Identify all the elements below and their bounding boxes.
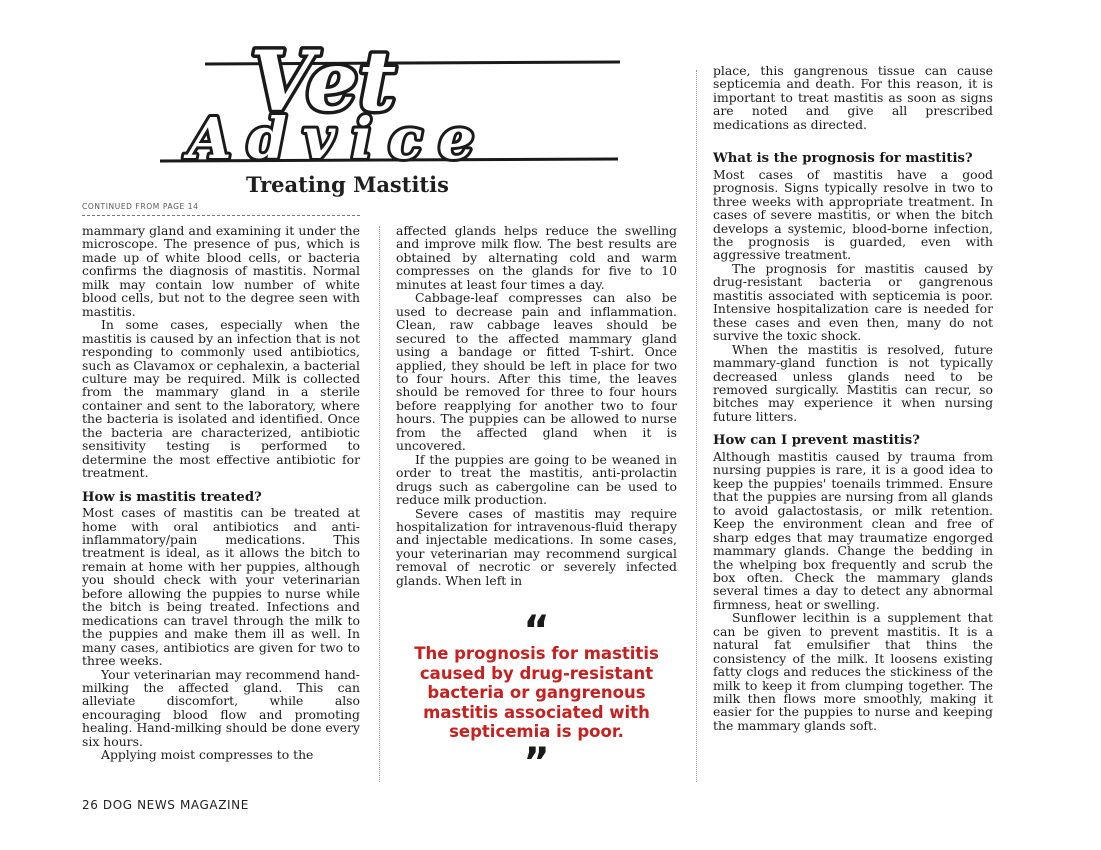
logo-word-vet: Vet	[250, 34, 397, 130]
section-heading-prevention: How can I prevent mastitis?	[713, 433, 920, 449]
paragraph: In some cases, especially when the mastitis is caused by an infection that is not responding to commonly used antibiotics, such as Clavamox or cephalexin, a bacterial culture may be required. Milk is collected from the mammary gland in a sterile container and sent to the laboratory, where the bacteria is isolated and identified. Once the bacteria are characterized, antibiotic sensitivity testing is performed to determine the most effective antibiotic for treatment.	[82, 317, 360, 481]
close-quote-icon: ”	[523, 739, 550, 786]
paragraph: The prognosis for mastitis caused by drug-resistant bacteria or gangrenous mastitis associated with septicemia is poor. Intensive hospitalization care is needed for these cases and even then, many do not survive the toxic shock.	[713, 260, 993, 344]
section-heading-prognosis: What is the prognosis for mastitis?	[713, 151, 973, 167]
paragraph: When the mastitis is resolved, future mammary-gland function is not typically decreased unless glands need to be removed surgically. Mastitis can recur, so bitches may experience it when nursing future litters.	[713, 341, 993, 424]
vet-advice-logo	[150, 28, 630, 178]
paragraph: Severe cases of mastitis may require hospitalization for intravenous-fluid therapy and injectable medications. In some cases, your veterinarian may recommend surgical removal of necrotic or severely infected glands. When left in	[396, 505, 677, 588]
page-folio: 26 DOG NEWS MAGAZINE	[82, 798, 249, 812]
paragraph: If the puppies are going to be weaned in order to treat the mastitis, anti-prolactin drugs such as cabergoline can be used to reduce milk production.	[396, 451, 677, 508]
column-1	[82, 224, 360, 762]
open-quote-icon: “	[523, 608, 550, 654]
section-heading-treatment: How is mastitis treated?	[82, 489, 262, 505]
column-divider	[379, 226, 380, 782]
paragraph: Most cases of mastitis can be treated at home with oral antibiotics and anti-inflammatory/pain medications. This treatment is ideal, as it allows the bitch to remain at home with her puppies, although you should check with your veterinarian before allowing the puppies to nurse while the bitch is being treated. Infections and medications can travel through the milk to the puppies and make them ill as well. In many cases, antibiotics are given for two to three weeks.	[82, 505, 360, 669]
paragraph: Most cases of mastitis have a good prognosis. Signs typically resolve in two to three weeks with appropriate treatment. In cases of severe mastitis, or when the bitch develops a systemic, blood-borne infection, the prognosis is guarded, even with aggressive treatment.	[713, 166, 993, 263]
paragraph: Sunflower lecithin is a supplement that can be given to prevent mastitis. It is a natural fat emulsifier that thins the consistency of the milk. It loosens existing fatty clogs and reduces the stickiness of the milk to keep it from clumping together. The milk then flows more smoothly, making it easier for the puppies to nurse and keeping the mammary glands soft.	[713, 610, 993, 733]
column-2	[396, 224, 677, 587]
vet-advice-logo-art	[150, 28, 630, 178]
paragraph: place, this gangrenous tissue can cause septicemia and death. For this reason, it is important to treat mastitis as soon as signs are noted and give all prescribed medications as directed.	[713, 63, 993, 132]
paragraph: Cabbage-leaf compresses can also be used to decrease pain and inflammation. Clean, raw cabbage leaves should be secured to the affected mammary gland using a bandage or fitted T-shirt. Once applied, they should be left in place for two to four hours. After this time, the leaves should be removed for three to four hours before reapplying for another two to four hours. The puppies can be allowed to nurse from the affected gland when it is uncovered.	[396, 290, 677, 454]
continued-from-label: CONTINUED FROM PAGE 14	[82, 202, 360, 216]
pull-quote	[396, 608, 677, 786]
logo-word-advice: Advice	[188, 106, 491, 172]
pull-quote-text: The prognosis for mastitis caused by drug-resistant bacteria or gangrenous mastitis associated with septicemia is poor.	[414, 644, 659, 742]
column-3	[713, 64, 993, 732]
paragraph: Your veterinarian may recommend hand-milking the affected gland. This can alleviate discomfort, while also encouraging blood flow and promoting healing. Hand-milking should be done every six hours.	[82, 666, 360, 749]
paragraph: affected glands helps reduce the swelling and improve milk flow. The best results are obtained by alternating cold and warm compresses on the glands for five to 10 minutes at least four times a day.	[396, 223, 677, 292]
column-divider	[696, 70, 697, 782]
paragraph: mammary gland and examining it under the microscope. The presence of pus, which is made up of white blood cells, or bacteria confirms the diagnosis of mastitis. Normal milk may contain low number of white blood cells, but not to the degree seen with mastitis.	[82, 223, 360, 319]
paragraph: Applying moist compresses to the	[101, 747, 314, 763]
article-title: Treating Mastitis	[246, 172, 449, 197]
paragraph: Although mastitis caused by trauma from nursing puppies is rare, it is a good idea to keep the puppies' toenails trimmed. Ensure that the puppies are nursing from all glands to avoid galactostasis, or milk retention. Keep the environment clean and free of sharp edges that may traumatize engorged mammary glands. Change the bedding in the whelping box frequently and scrub the box often. Check the mammary glands several times a day to detect any abnormal firmness, heat or swelling.	[713, 448, 993, 612]
